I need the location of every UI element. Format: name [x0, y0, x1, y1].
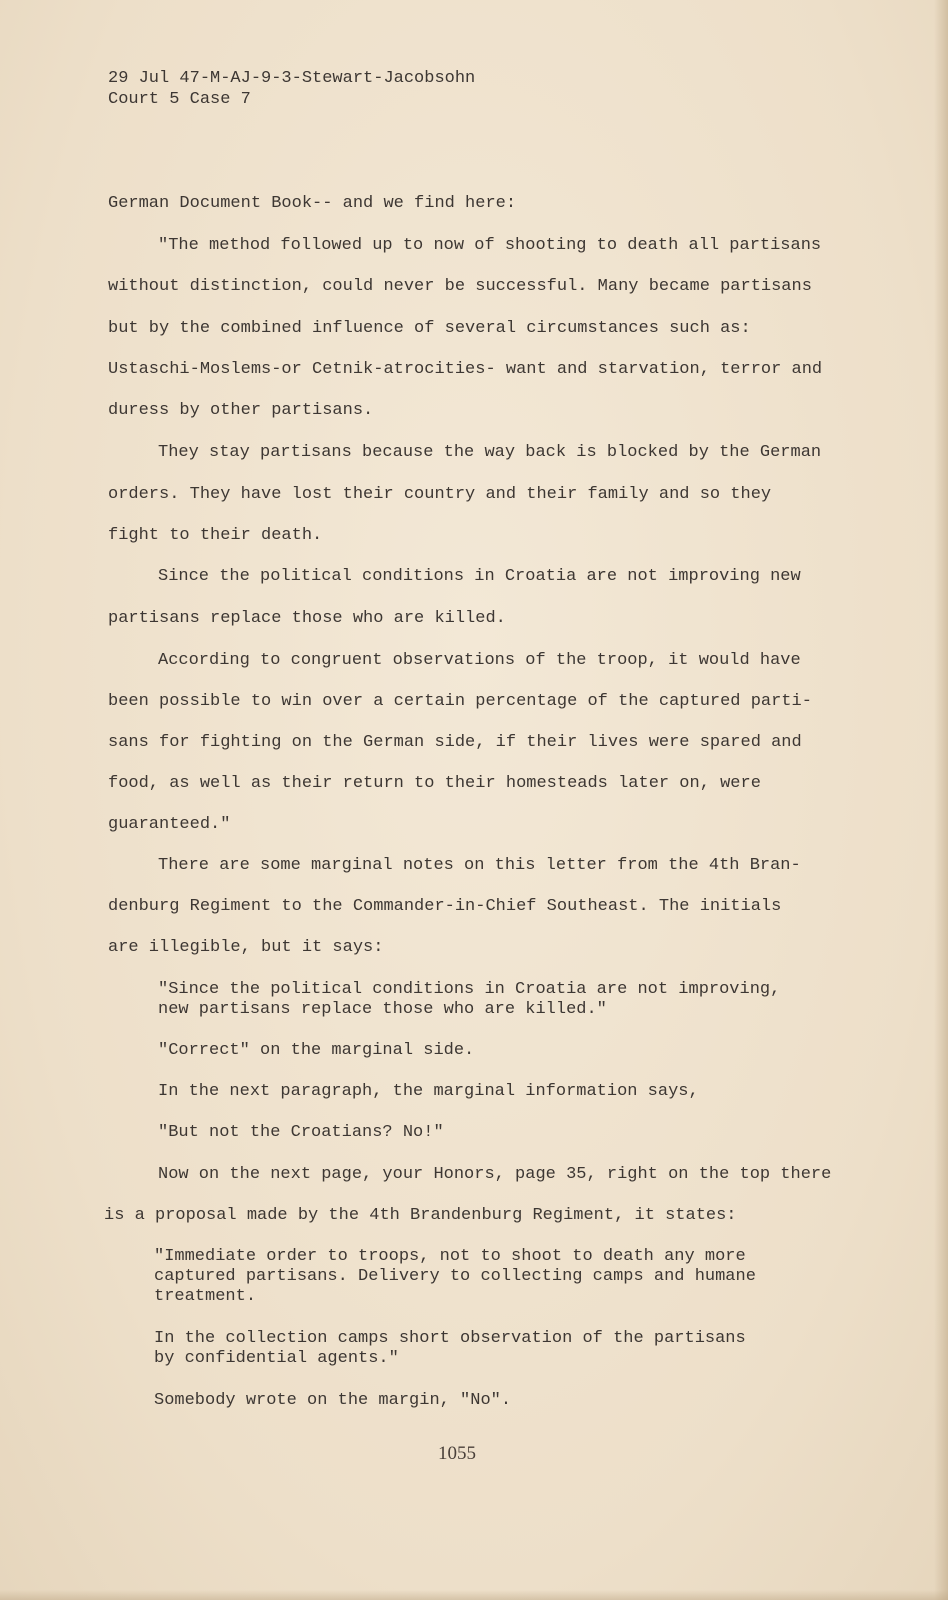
header-court-line: Court 5 Case 7 — [108, 90, 251, 109]
quote-line: captured partisans. Delivery to collecting camps and humane — [154, 1267, 756, 1286]
quote-line: In the collection camps short observation of the partisans — [154, 1329, 746, 1348]
body-line: German Document Book-- and we find here: — [108, 194, 517, 213]
quote-line: "But not the Croatians? No!" — [158, 1123, 444, 1142]
body-line: Somebody wrote on the margin, "No". — [154, 1391, 512, 1410]
body-line: partisans replace those who are killed. — [108, 609, 506, 628]
page-number: 1055 — [438, 1443, 476, 1464]
body-line: fight to their death. — [108, 526, 323, 545]
body-line: According to congruent observations of the troop, it would have — [158, 651, 801, 670]
body-line: denburg Regiment to the Commander-in-Chief Southeast. The initials — [108, 897, 782, 916]
body-line: are illegible, but it says: — [108, 938, 384, 957]
quote-line: "Since the political conditions in Croatia are not improving, — [158, 980, 781, 999]
body-line: food, as well as their return to their homesteads later on, were — [108, 774, 761, 793]
body-line: "The method followed up to now of shooting to death all partisans — [158, 236, 822, 255]
body-line: is a proposal made by the 4th Brandenburg Regiment, it states: — [104, 1206, 737, 1225]
body-line: sans for fighting on the German side, if their lives were spared and — [108, 733, 802, 752]
body-line: without distinction, could never be successful. Many became partisans — [108, 277, 812, 296]
quote-line: "Immediate order to troops, not to shoot to death any more — [154, 1247, 746, 1266]
body-line: Since the political conditions in Croatia are not improving new — [158, 567, 801, 586]
page-bottom-shadow — [0, 1590, 948, 1600]
body-line: guaranteed." — [108, 815, 231, 834]
body-line: Now on the next page, your Honors, page 35, right on the top there — [158, 1165, 832, 1184]
body-line: orders. They have lost their country and their family and so they — [108, 485, 772, 504]
quote-line: treatment. — [154, 1287, 257, 1306]
body-line: but by the combined influence of several circumstances such as: — [108, 319, 751, 338]
transcript-header — [108, 68, 475, 110]
body-line: duress by other partisans. — [108, 401, 374, 420]
page-edge-shadow — [934, 0, 948, 1600]
body-line: They stay partisans because the way back is blocked by the German — [158, 443, 822, 462]
header-date-line: 29 Jul 47-M-AJ-9-3-Stewart-Jacobsohn — [108, 69, 476, 88]
body-line: "Correct" on the marginal side. — [158, 1041, 475, 1060]
body-line: been possible to win over a certain percentage of the captured parti- — [108, 692, 812, 711]
body-line: Ustaschi-Moslems-or Cetnik-atrocities- want and starvation, terror and — [108, 360, 823, 379]
body-line: There are some marginal notes on this letter from the 4th Bran- — [158, 856, 801, 875]
quote-line: new partisans replace those who are killed." — [158, 1000, 607, 1019]
quote-line: by confidential agents." — [154, 1349, 399, 1368]
body-line: In the next paragraph, the marginal information says, — [158, 1082, 699, 1101]
